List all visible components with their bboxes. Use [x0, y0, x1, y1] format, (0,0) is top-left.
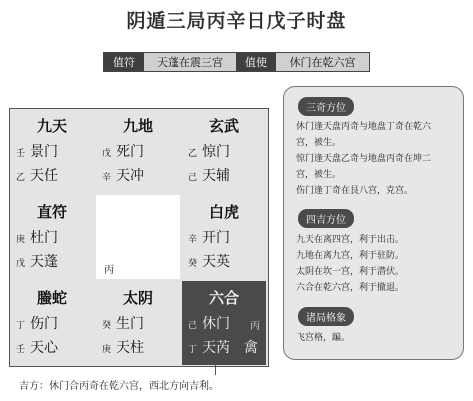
sanqi-title: 三奇方位	[298, 97, 354, 116]
palace-cell	[182, 195, 266, 279]
zhifu-label: 值符	[104, 53, 144, 71]
star-label: 天柱	[116, 340, 144, 356]
sanqi-line: 宫，被生。	[296, 170, 342, 180]
stem-label: 癸	[188, 259, 198, 269]
geju-title: 诸局格象	[298, 307, 354, 326]
gate-label: 伤门	[30, 316, 58, 332]
palace-cell	[96, 109, 180, 193]
stem-label: 乙	[188, 149, 198, 159]
gate-label: 惊门	[202, 144, 230, 160]
geju-line: 飞宫格，蹁。	[296, 333, 351, 343]
stem-label: 庚	[16, 235, 26, 245]
gate-label: 开门	[202, 230, 230, 246]
palace-cell	[10, 109, 94, 193]
pointer-line	[215, 363, 216, 375]
stem-label: 己	[188, 321, 198, 331]
god-label: 六合	[208, 289, 239, 307]
info-panel	[283, 86, 464, 360]
duty-bar	[103, 52, 370, 72]
god-label: 九天	[36, 117, 67, 135]
center-stem: 丙	[104, 265, 114, 276]
gate-label: 休门	[202, 316, 230, 332]
palace-cell	[96, 281, 180, 365]
palace-grid	[9, 108, 269, 367]
gate-label: 杜门	[30, 230, 58, 246]
stem-label: 戊	[102, 149, 112, 159]
gate-label: 死门	[116, 144, 144, 160]
star-label: 天蓬	[30, 254, 58, 270]
gate-label: 景门	[30, 144, 58, 160]
sanqi-line: 惊门逢天盘乙奇与地盘丙奇在坤二	[296, 154, 432, 164]
bing-mark: 丙	[250, 321, 260, 332]
stem-label: 辛	[102, 173, 112, 183]
palace-cell-highlighted	[182, 281, 266, 365]
gate-label: 生门	[116, 316, 144, 332]
stem-label: 己	[188, 173, 198, 183]
god-label: 九地	[122, 117, 153, 135]
stem-label: 丁	[188, 345, 198, 355]
god-label: 太阴	[122, 289, 153, 307]
footer-note: 吉方：休门合丙奇在乾六宫，西北方向吉利。	[19, 381, 219, 392]
palace-cell	[182, 109, 266, 193]
zhishi-value: 休门在乾六宫	[276, 53, 369, 71]
god-label: 直符	[36, 203, 67, 221]
star-label: 天英	[202, 254, 230, 270]
stem-label: 庚	[102, 345, 112, 355]
palace-cell	[10, 195, 94, 279]
sanqi-line: 宫，被生。	[296, 138, 342, 148]
stem-label: 辛	[188, 235, 198, 245]
stem-label: 壬	[16, 149, 26, 159]
god-label: 白虎	[208, 203, 239, 221]
sanqi-line: 休门逢天盘丙奇与地盘丁奇在乾六	[296, 122, 432, 132]
stem-label: 壬	[16, 345, 26, 355]
sanqi-line: 伤门逢丁奇在艮八宫，克宫。	[296, 186, 414, 196]
siji-line: 太阴在坎一宫，利于潜伏。	[296, 267, 405, 277]
qin-mark: 禽	[244, 340, 258, 356]
stem-label: 乙	[16, 173, 26, 183]
siji-line: 六合在乾六宫，利于撤退。	[296, 283, 405, 293]
star-label: 天辅	[202, 168, 230, 184]
star-label: 天任	[30, 168, 58, 184]
stem-label: 丁	[16, 321, 26, 331]
zhishi-label: 值使	[236, 53, 276, 71]
palace-cell	[10, 281, 94, 365]
siji-line: 九地在离九宫，利于驻防。	[296, 251, 405, 261]
god-label: 玄武	[208, 117, 239, 135]
center-palace	[96, 195, 180, 279]
star-label: 天芮	[202, 340, 230, 356]
siji-line: 九天在离四宫，利于出击。	[296, 235, 405, 245]
siji-title: 四吉方位	[298, 209, 354, 228]
star-label: 天心	[30, 340, 58, 356]
stem-label: 戊	[16, 259, 26, 269]
page-title: 阴遁三局丙辛日戊子时盘	[126, 10, 347, 32]
god-label: 螣蛇	[36, 289, 67, 307]
zhifu-value: 天蓬在震三宫	[144, 53, 236, 71]
star-label: 天冲	[116, 168, 144, 184]
stem-label: 癸	[102, 321, 112, 331]
